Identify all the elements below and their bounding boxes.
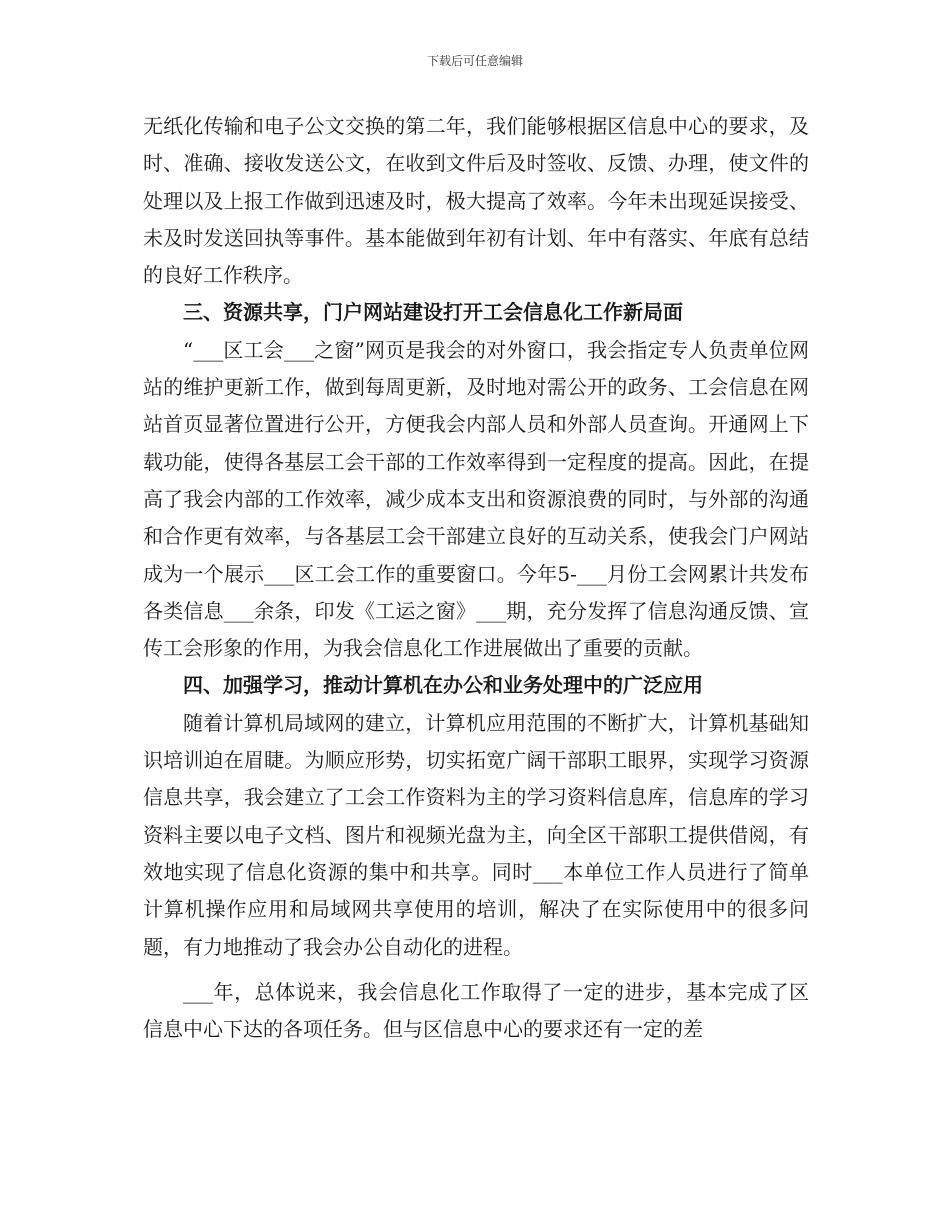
paragraph-summary: ___年，总体说来，我会信息化工作取得了一定的进步，基本完成了区信息中心下达的各项任务。但与区信息中心的要求还有一定的差	[143, 979, 809, 1042]
document-body	[143, 108, 809, 1048]
paragraph-section-3: “___区工会___之窗”网页是我会的对外窗口，我会指定专人负责单位网站的维护更新工作，做到每周更新，及时地对需公开的政务、工会信息在网站首页显著位置进行公开，方便我会内部人员和外部人员查询。开通网上下载功能，使得各基层工会干部的工作效率得到一定程度的提高。因此，在提高了我会内部的工作效率，减少成本支出和资源浪费的同时，与外部的沟通和合作更有效率，与各基层工会干部建立良好的互动关系，使我会门户网站成为一个展示___区工会工作的重要窗口。今年5-___月份工会网累计共发布各类信息___余条，印发《工运之窗》___期，充分发挥了信息沟通反馈、宣传工会形象的作用，为我会信息化工作进展做出了重要的贡献。	[143, 337, 809, 661]
section-heading-4: 四、加强学习，推动计算机在办公和业务处理中的广泛应用	[183, 673, 703, 698]
paragraph-section-4: 随着计算机局域网的建立，计算机应用范围的不断扩大，计算机基础知识培训迫在眉睫。为顺应形势，切实拓宽广阔干部职工眼界，实现学习资源信息共享，我会建立了工会工作资料为主的学习资料信息库，信息库的学习资料主要以电子文档、图片和视频光盘为主，向全区干部职工提供借阅，有效地实现了信息化资源的集中和共享。同时___本单位工作人员进行了简单计算机操作应用和局域网共享使用的培训，解决了在实际使用中的很多问题，有力地推动了我会办公自动化的进程。	[143, 710, 809, 959]
page-header: 下载后可任意编辑	[426, 54, 523, 68]
paragraph-intro: 无纸化传输和电子公文交换的第二年，我们能够根据区信息中心的要求，及时、准确、接收发送公文，在收到文件后及时签收、反馈、办理，使文件的处理以及上报工作做到迅速及时，极大提高了效率。今年未出现延误接受、未及时发送回执等事件。基本能做到年初有计划、年中有落实、年底有总结的良好工作秩序。	[143, 114, 809, 288]
section-heading-3: 三、资源共享，门户网站建设打开工会信息化工作新局面	[183, 300, 683, 325]
